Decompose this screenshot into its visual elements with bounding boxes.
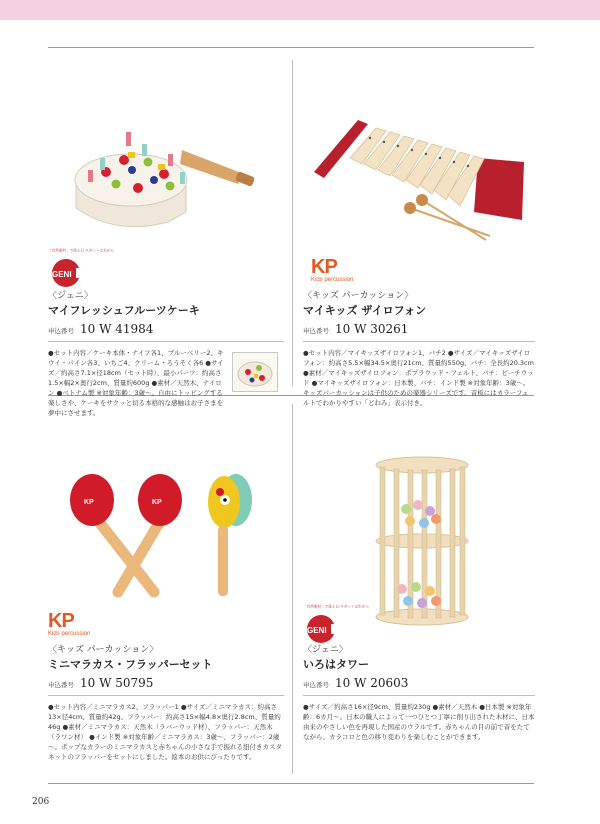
- xylophone-image: [310, 112, 530, 242]
- geni-logo: [303, 604, 369, 644]
- kp-logo-subtitle: Kids percussion: [48, 631, 91, 637]
- kp-logo: [311, 258, 353, 284]
- maracas-flapper-image: [62, 470, 262, 600]
- order-row: [303, 322, 535, 336]
- page-number: 206: [32, 797, 50, 807]
- geni-logo: [48, 248, 114, 288]
- product-description: ●セット内容／ミニマラカス2、フラッパー1 ●サイズ／ミニマラカス：約高さ13×径4cm、質量約42g、フラッパー：約高さ15×幅4.8×奥行2.8cm、質量約46g ●素材／ミニマラカス：天然木（ラバーウッド材）、フラッパー：天然木（ラワン材） ●インド製 ※対象年齢／ミニマラカス：3歳～、フラッパー：2歳～。ポップなカラーのミニマラカスと赤ちゃんの小さな手で振れる紐付きカスタネットのフラッパーをセットにしました。絵本のお供にぴったりです。: [48, 703, 282, 761]
- svg-text:KP: KP: [84, 499, 94, 506]
- product-series: 〈キッズ パーカッション〉: [303, 291, 414, 301]
- product-card-maracas: [48, 644, 284, 762]
- product-series: 〈キッズ パーカッション〉: [48, 645, 159, 655]
- geni-logo-word: GENI: [52, 270, 72, 279]
- product-separator: [303, 695, 535, 696]
- order-code: 10 W 41984: [80, 322, 154, 336]
- product-name: ミニマラカス・フラッパーセット: [48, 658, 213, 671]
- kp-logo: [48, 612, 90, 638]
- product-separator: [48, 341, 284, 342]
- top-rule: [48, 47, 534, 48]
- order-code: 10 W 30261: [335, 322, 409, 336]
- order-label: 申込番号: [48, 681, 74, 689]
- order-row: [48, 322, 284, 336]
- kp-logo-subtitle: Kids percussion: [311, 277, 354, 283]
- product-card-xylophone: [303, 290, 535, 408]
- order-label: 申込番号: [303, 681, 329, 689]
- geni-logo-tagline: 「自然素材」で遊ぶ日 スタートは木から: [48, 248, 114, 253]
- bottom-rule: [48, 783, 534, 784]
- kp-logo-mark: KP: [48, 610, 74, 632]
- product-name: いろはタワー: [303, 658, 369, 671]
- product-series: 〈ジェニ〉: [48, 291, 93, 301]
- product-description: ●サイズ／約高さ16×径9cm、質量約230g ●素材／天然木 ●日本製 ※対象年齢：6カ月～。日本の職人によって一つひとつ丁寧に削り出された木材に、日本由来のやさしい色を再現した国産のウラルです。赤ちゃんの目の前で音をたてながら、カラコロと色の移り変わりを楽しむことができます。: [303, 703, 535, 741]
- product-description: ●セット内容／ケーキ本体・ナイフ各1、ブルーベリー2、キウイ・パイン各3、いちご4、クリーム・ろうそく各6 ●サイズ／約高さ7.1×径18cm（セット時）、最小パーツ：約高さ1.5×幅2×奥行2cm、質量約600g ●素材／天然木、ナイロン ●ベトナム製 ※対象年齢：3歳～。自由にトッピングする楽しさや、ケーキをサクッと切る本格的な感触はお子さまを夢中にさせます。: [48, 349, 224, 417]
- iroha-tower-image: [372, 455, 472, 627]
- geni-logo-word: GENI: [307, 626, 327, 635]
- top-color-band: [0, 0, 600, 20]
- product-description: ●セット内容／マイキッズザイロフォン1、バチ2 ●サイズ／マイキッズザイロフォン：約高さ5.5×幅34.5×奥行21cm、質量約550g、バチ：全長約20.3cm ●素材／マイキッズザイロフォン：ポプラウッド・フェルト、バチ：ビーチウッド ●マイキッズザイロフォン：日本製、バチ：インド製 ※対象年齢：3歳～。キッズパーカッションは子供のための楽器シリーズです。音板にはカラーフェルトでわかりやすい「どれみ」表示付き。: [303, 349, 534, 407]
- product-separator: [303, 341, 535, 342]
- product-name: マイフレッシュフルーツケーキ: [48, 304, 200, 317]
- svg-text:KP: KP: [152, 499, 162, 506]
- geni-logo-tagline: 「自然素材」で遊ぶ日 スタートは木から: [303, 604, 369, 609]
- column-divider-top: [292, 60, 293, 386]
- order-row: [303, 676, 535, 690]
- product-card-iroha-tower: [303, 644, 535, 742]
- order-code: 10 W 50795: [80, 676, 154, 690]
- order-code: 10 W 20603: [335, 676, 409, 690]
- kp-logo-mark: KP: [311, 256, 337, 278]
- cake-inset-photo: [232, 352, 278, 392]
- order-row: [48, 676, 284, 690]
- product-name: マイキッズ ザイロフォン: [303, 304, 427, 317]
- order-label: 申込番号: [303, 327, 329, 335]
- fruit-cake-image: [68, 112, 258, 237]
- product-series: 〈ジェニ〉: [303, 645, 348, 655]
- column-divider-bottom: [292, 404, 293, 774]
- product-separator: [48, 695, 284, 696]
- order-label: 申込番号: [48, 327, 74, 335]
